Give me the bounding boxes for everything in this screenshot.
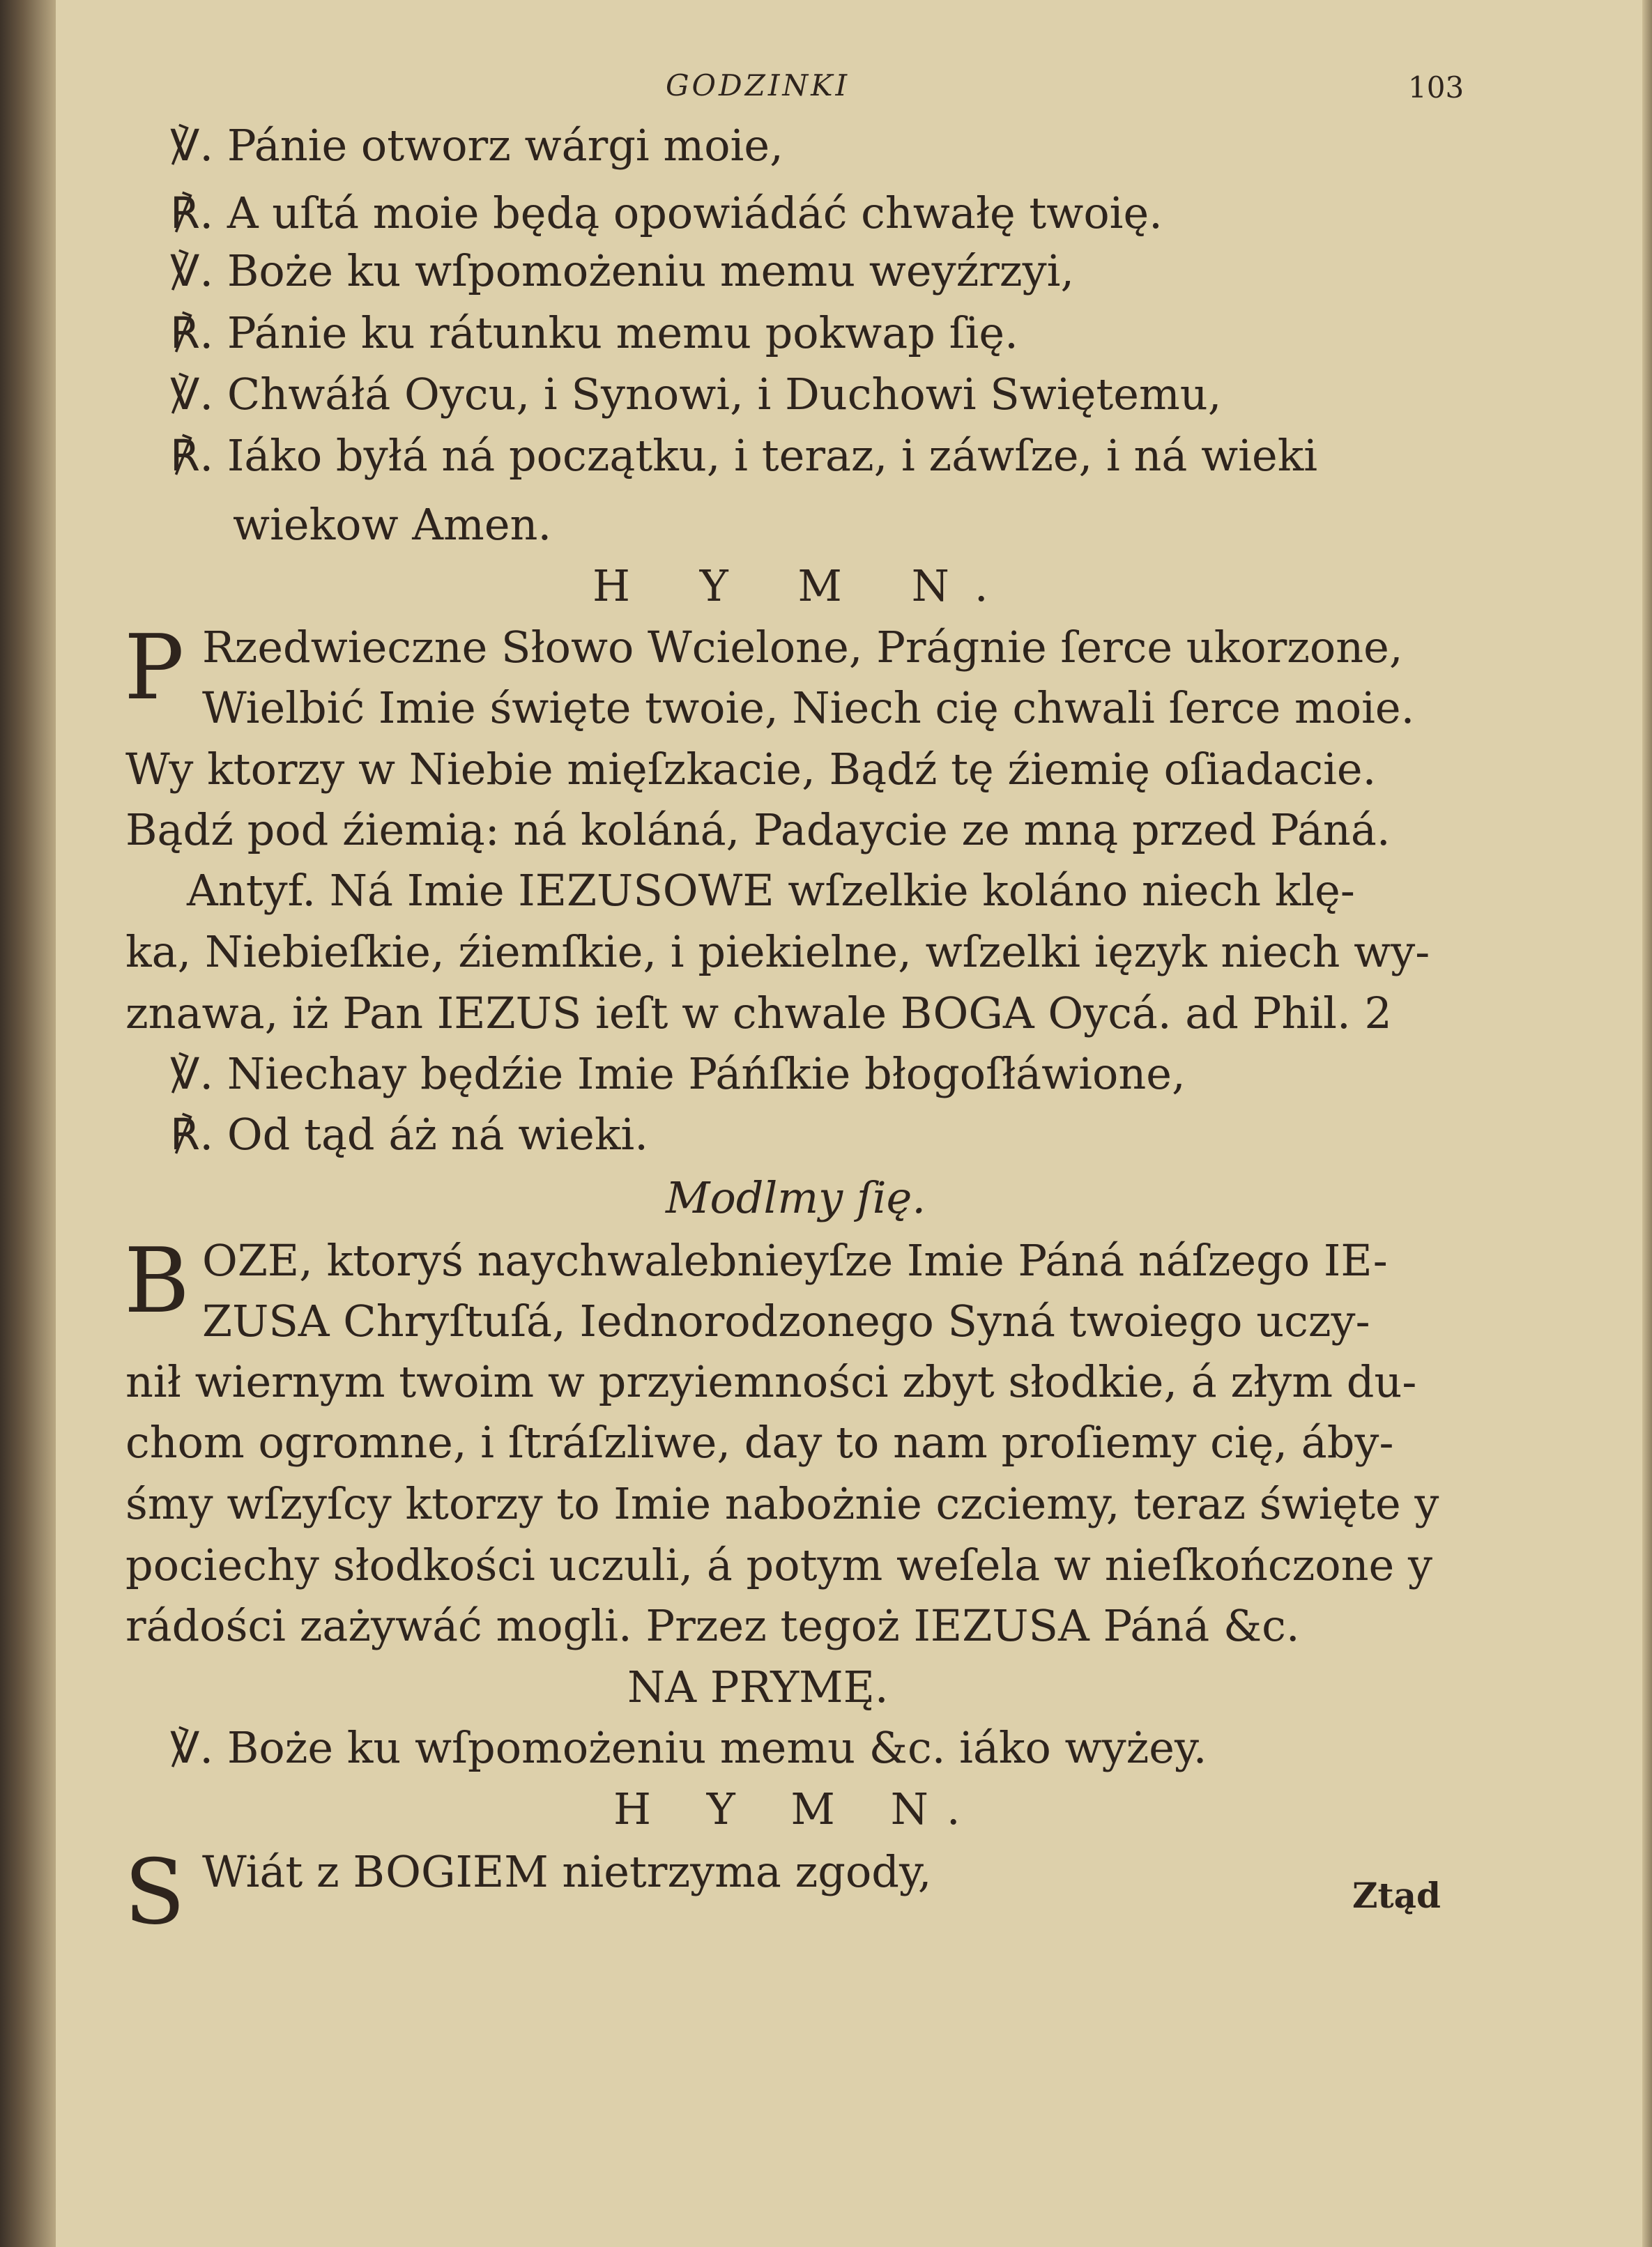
text-line: Wiát z BOGIEM nietrzyma zgody, [202,1846,932,1897]
text-line: pociechy słodkości uczuli, á potym weſela w nieſkończone y [125,1540,1432,1590]
text-line: rádości zażywáć mogli. Przez tegoż IEZUSA Páná &c. [125,1600,1300,1651]
text-line: ℣. Chwáłá Oycu, i Synowi, i Duchowi Swiętemu, [170,369,1222,420]
section-heading: H Y M N. [613,1784,981,1834]
text-line: Wy ktorzy w Niebie mięſzkacie, Bądź tę źiemię oſiadacie. [125,744,1377,795]
text-line: ℣. Niechay będźie Imie Páńſkie błogoſłáwione, [170,1048,1186,1099]
text-line: Bądź pod źiemią: ná koláná, Padaycie ze mną przed Páná. [125,804,1391,855]
text-line: ℟. A uſtá moie będą opowiádáć chwałę twoię. [170,187,1163,238]
drop-cap: S [124,1841,185,1945]
page-edge [1642,0,1652,2247]
text-line: śmy wſzyſcy ktorzy to Imie nabożnie czciemy, teraz święte y [125,1478,1439,1529]
text-line: Wielbić Imie święte twoie, Niech cię chwali ſerce moie. [202,682,1415,733]
text-line: ℟. Pánie ku rátunku memu pokwap ſię. [170,307,1018,358]
section-heading: Modlmy ſię. [666,1172,926,1223]
page-number: 103 [1408,70,1464,105]
text-line: OZE, ktoryś naychwalebnieyſze Imie Páná náſzego IE- [202,1235,1388,1286]
drop-cap: P [124,616,185,720]
book-gutter [0,0,56,2247]
section-heading: NA PRYMĘ. [627,1662,889,1712]
catchword: Ztąd [1352,1875,1441,1916]
text-line: ℟. Iáko byłá ná początku, i teraz, i záwſze, i ná wieki [170,430,1318,481]
text-line: ZUSA Chryſtuſá, Iednorodzonego Syná twoiego uczy- [202,1296,1370,1347]
text-line: wiekow Amen. [233,499,552,550]
text-line: nił wiernym twoim w przyiemności zbyt słodkie, á złym du- [125,1356,1417,1407]
text-line: ℣. Boże ku wſpomożeniu memu weyźrzyi, [170,245,1075,296]
text-line: ka, Niebieſkie, źiemſkie, i piekielne, wſzelki ięzyk niech wy- [125,926,1430,977]
text-line: Antyf. Ná Imie IEZUSOWE wſzelkie koláno niech klę- [187,865,1355,916]
text-line: znawa, iż Pan IEZUS ieſt w chwale BOGA Oycá. ad Phil. 2 [125,988,1392,1038]
text-line: ℣. Boże ku wſpomożeniu memu &c. iáko wyżey. [170,1722,1207,1773]
section-heading: H Y M N. [592,560,1016,611]
running-head: GODZINKI [666,68,850,102]
text-line: chom ogromne, i ſtráſzliwe, day to nam proſiemy cię, áby- [125,1417,1394,1468]
drop-cap: B [124,1229,190,1333]
text-line: ℟. Od tąd áż ná wieki. [170,1109,648,1160]
text-line: ℣. Pánie otworz wárgi moie, [170,120,783,171]
text-line: Rzedwieczne Słowo Wcielone, Prágnie ſerce ukorzone, [202,622,1403,673]
